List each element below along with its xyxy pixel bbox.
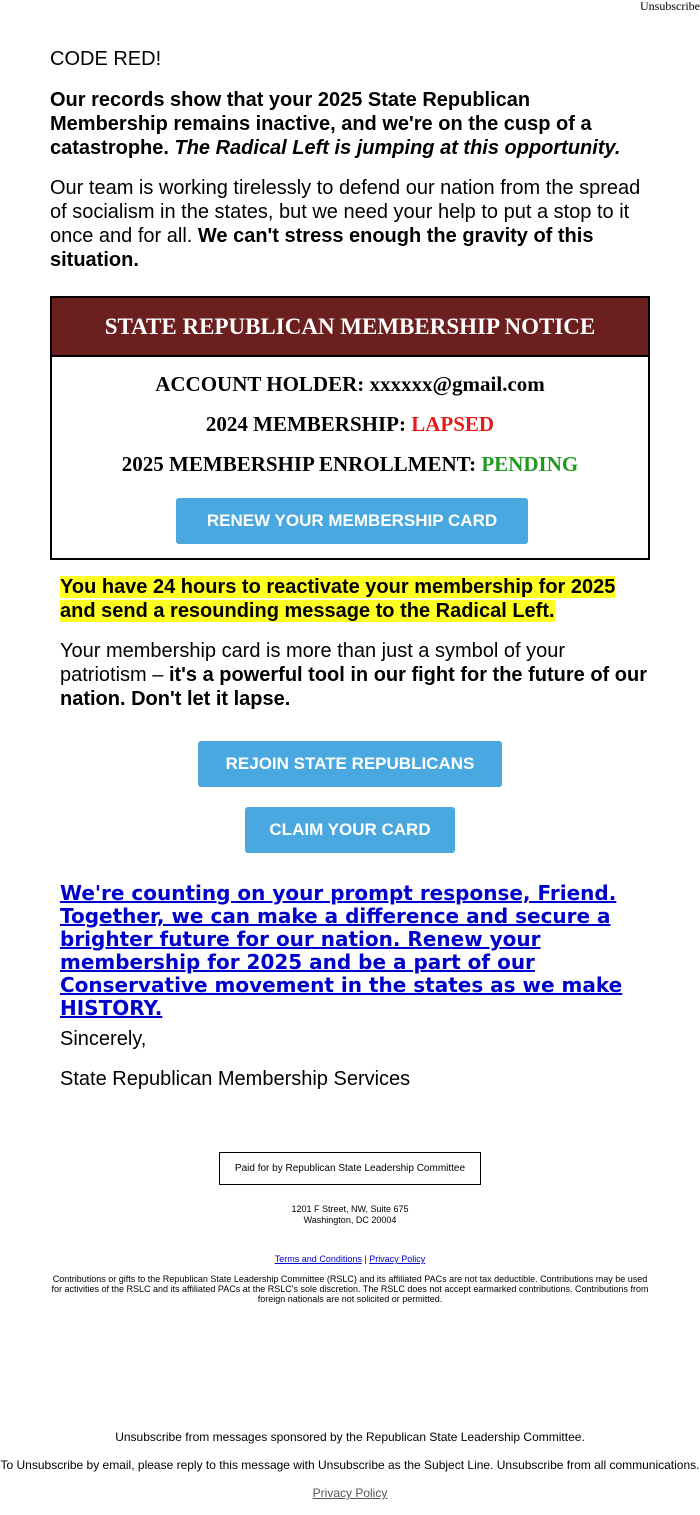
rejoin-button[interactable]: REJOIN STATE REPUBLICANS [198,741,502,787]
intro-para1-italic: The Radical Left is jumping at this opportunity. [174,137,621,159]
account-label: ACCOUNT HOLDER: [155,372,370,396]
membership-2024-status: LAPSED [411,412,495,436]
urgency-highlight: You have 24 hours to reactivate your membership for 2025 and send a resounding message to the Radical Left. [60,576,616,622]
membership-2024-line [52,412,648,437]
sincerely-text: Sincerely, [60,1028,147,1050]
link-separator: | [361,1254,370,1264]
intro-para2-text: Our team is working tirelessly to defend our nation from the spread of socialism in the states, but we need your help to put a stop to it once and for all. [50,177,641,247]
enrollment-2025-label: 2025 MEMBERSHIP ENROLLMENT: [121,452,482,476]
intro-para1-bold: Our records show that your 2025 State Republican Membership remains inactive, and we're on the cusp of a catastrophe. [50,89,592,159]
account-value: xxxxxx@gmail.com [369,372,545,396]
code-red-heading: CODE RED! [50,48,162,70]
intro-paragraph-1 [50,88,650,160]
membership-card-paragraph [60,639,650,711]
address-line-1: 1201 F Street, NW, Suite 675 [291,1204,409,1214]
account-holder-line [52,372,648,397]
enrollment-2025-line [52,452,648,477]
para3-bold: it's a powerful tool in our fight for the future of our nation. Don't let it lapse. [60,664,647,710]
para3-text: Your membership card is more than just a symbol of your patriotism – [60,640,566,686]
renew-cta-link[interactable]: We're counting on your prompt response, Friend. Together, we can make a difference and secure a brighter future for our nation. Renew your membership for 2025 and be a part of our Conservative movement in the states as we make HISTORY. [60,881,623,1020]
contribution-disclaimer: Contributions or gifts to the Republican State Leadership Committee (RSLC) and its affiliated PACs are not tax deductible. Contributions may be used for activities of the RSLC and its affiliated PACs at the RSLC's sole discretion. The RSLC does not accept earmarked contributions. Contributions from foreign nationals are not solicited or permitted. [51,1274,649,1304]
membership-notice-box [50,296,650,560]
top-unsubscribe-link[interactable]: Unsubscribe [640,0,700,13]
urgency-paragraph [60,575,650,623]
unsubscribe-sponsored-text[interactable]: Unsubscribe from messages sponsored by the Republican State Leadership Committee. [115,1430,585,1444]
paid-for-box: Paid for by Republican State Leadership Committee [219,1152,481,1185]
privacy-link[interactable]: Privacy Policy [369,1254,426,1264]
claim-card-button[interactable]: CLAIM YOUR CARD [245,807,455,853]
notice-header: STATE REPUBLICAN MEMBERSHIP NOTICE [52,298,648,357]
address-line-2: Washington, DC 20004 [303,1215,397,1225]
membership-2024-label: 2024 MEMBERSHIP: [205,412,412,436]
address-block [0,1204,700,1226]
enrollment-2025-status: PENDING [481,452,579,476]
footer-links [0,1254,700,1264]
unsubscribe-email-text[interactable]: To Unsubscribe by email, please reply to this message with Unsubscribe as the Subject Line. Unsubscribe from all communications. [0,1458,700,1472]
bottom-privacy-link[interactable]: Privacy Policy [312,1486,388,1500]
signoff-text: State Republican Membership Services [60,1068,411,1090]
bottom-privacy [0,1486,700,1500]
intro-paragraph-2 [50,176,650,272]
renew-membership-button[interactable]: RENEW YOUR MEMBERSHIP CARD [176,498,528,544]
terms-link[interactable]: Terms and Conditions [274,1254,362,1264]
intro-para2-bold: We can't stress enough the gravity of this situation. [50,225,594,271]
